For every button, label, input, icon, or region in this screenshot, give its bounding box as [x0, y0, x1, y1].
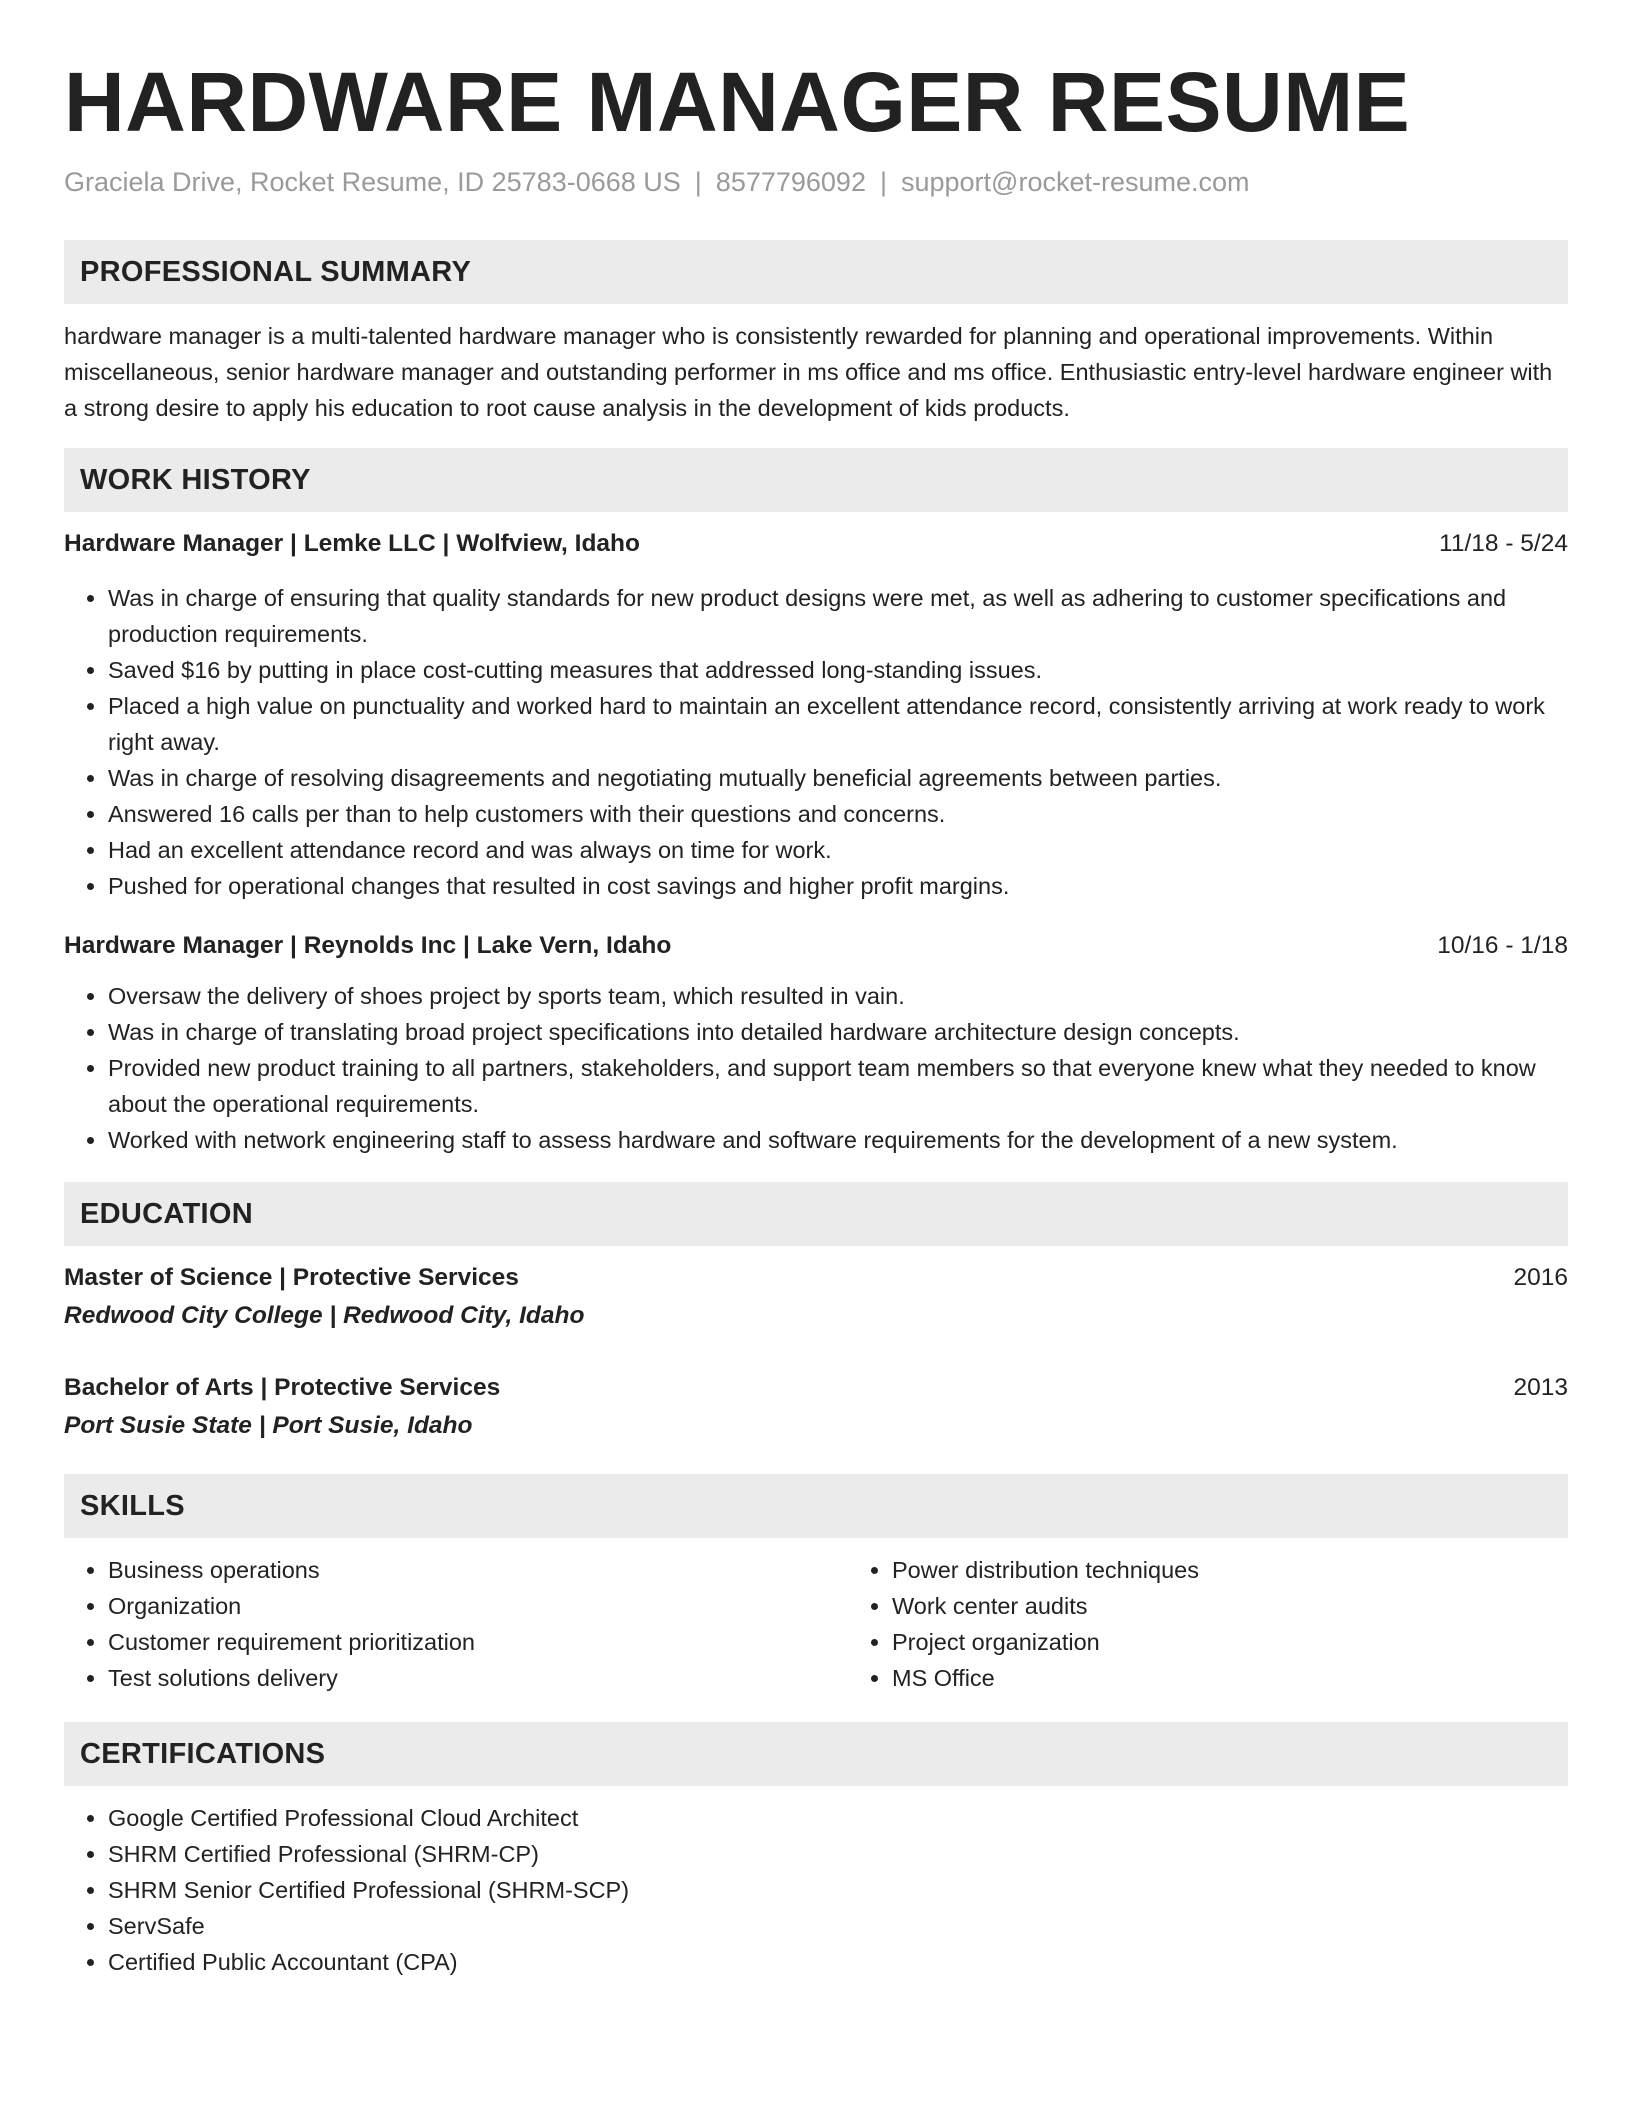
contact-line	[64, 164, 1568, 200]
education-header	[64, 1370, 1568, 1406]
list-item: • Work center audits	[892, 1588, 1199, 1624]
skills-grid	[64, 1552, 1568, 1696]
list-item: • Test solutions delivery	[108, 1660, 848, 1696]
list-item: • MS Office	[892, 1660, 1199, 1696]
job-entry	[64, 928, 1568, 1158]
list-item: • Saved $16 by putting in place cost-cutting measures that addressed long-standing issues.	[108, 652, 1568, 688]
education-header	[64, 1260, 1568, 1296]
contact-separator: |	[879, 167, 887, 197]
job-bullets	[64, 580, 1568, 904]
list-item: • Had an excellent attendance record and was always on time for work.	[108, 832, 1568, 868]
list-item: • ServSafe	[108, 1908, 1568, 1944]
education-entry	[64, 1370, 1568, 1444]
list-item: • Organization	[108, 1588, 848, 1624]
skills-section-header	[64, 1474, 1568, 1538]
section-heading: CERTIFICATIONS	[80, 1737, 326, 1770]
graduation-year: 2016	[1513, 1264, 1568, 1291]
section-heading: WORK HISTORY	[80, 463, 311, 496]
list-item: • SHRM Certified Professional (SHRM-CP)	[108, 1836, 1568, 1872]
page-title: HARDWARE MANAGER RESUME	[64, 55, 1411, 149]
list-item: • Customer requirement prioritization	[108, 1624, 848, 1660]
job-title: Hardware Manager | Reynolds Inc | Lake Vern, Idaho	[64, 932, 672, 959]
list-item: • Business operations	[108, 1552, 848, 1588]
list-item: • Google Certified Professional Cloud Architect	[108, 1800, 1568, 1836]
contact-address: Graciela Drive, Rocket Resume, ID 25783-0668 US	[64, 167, 681, 197]
work-section-header	[64, 448, 1568, 512]
list-item: • SHRM Senior Certified Professional (SHRM-SCP)	[108, 1872, 1568, 1908]
job-header	[64, 928, 1568, 964]
list-item: • Was in charge of translating broad project specifications into detailed hardware architecture design concepts.	[108, 1014, 1568, 1050]
degree: Bachelor of Arts | Protective Services	[64, 1374, 501, 1401]
job-bullets	[64, 978, 1568, 1158]
school: Port Susie State | Port Susie, Idaho	[64, 1412, 473, 1439]
contact-phone: 8577796092	[715, 167, 866, 197]
summary-section-header	[64, 240, 1568, 304]
skills-list-left	[64, 1552, 848, 1696]
section-heading: PROFESSIONAL SUMMARY	[80, 255, 472, 288]
list-item: • Answered 16 calls per than to help customers with their questions and concerns.	[108, 796, 1568, 832]
school: Redwood City College | Redwood City, Idaho	[64, 1302, 585, 1329]
list-item: • Was in charge of ensuring that quality standards for new product designs were met, as well as adhering to customer specifications and production requirements.	[108, 580, 1568, 652]
education-section-header	[64, 1182, 1568, 1246]
job-title: Hardware Manager | Lemke LLC | Wolfview, Idaho	[64, 530, 640, 557]
list-item: • Placed a high value on punctuality and worked hard to maintain an excellent attendance record, consistently arriving at work ready to work right away.	[108, 688, 1568, 760]
job-header	[64, 526, 1568, 562]
job-dates: 10/16 - 1/18	[1437, 932, 1568, 959]
job-dates: 11/18 - 5/24	[1439, 530, 1568, 557]
graduation-year: 2013	[1513, 1374, 1568, 1401]
degree: Master of Science | Protective Services	[64, 1264, 519, 1291]
list-item: • Power distribution techniques	[892, 1552, 1199, 1588]
list-item: • Pushed for operational changes that resulted in cost savings and higher profit margins.	[108, 868, 1568, 904]
skills-list-right	[848, 1552, 1199, 1696]
education-entry	[64, 1260, 1568, 1334]
list-item: • Provided new product training to all partners, stakeholders, and support team members so that everyone knew what they needed to know about the operational requirements.	[108, 1050, 1568, 1122]
section-heading: SKILLS	[80, 1489, 185, 1522]
job-entry	[64, 526, 1568, 904]
list-item: • Certified Public Accountant (CPA)	[108, 1944, 1568, 1980]
certifications-list	[64, 1800, 1568, 1980]
contact-email: support@rocket-resume.com	[900, 167, 1250, 197]
list-item: • Worked with network engineering staff to assess hardware and software requirements for the development of a new system.	[108, 1122, 1568, 1158]
list-item: • Oversaw the delivery of shoes project by sports team, which resulted in vain.	[108, 978, 1568, 1014]
list-item: • Was in charge of resolving disagreements and negotiating mutually beneficial agreements between parties.	[108, 760, 1568, 796]
list-item: • Project organization	[892, 1624, 1199, 1660]
contact-separator: |	[694, 167, 702, 197]
section-heading: EDUCATION	[80, 1197, 253, 1230]
summary-text: hardware manager is a multi-talented hardware manager who is consistently rewarded for planning and operational improvements. Within miscellaneous, senior hardware manager and outstanding performer in ms office and ms office. Enthusiastic entry-level hardware engineer with a strong desire to apply his education to root cause analysis in the development of kids products.	[64, 323, 1553, 421]
certifications-section-header	[64, 1722, 1568, 1786]
